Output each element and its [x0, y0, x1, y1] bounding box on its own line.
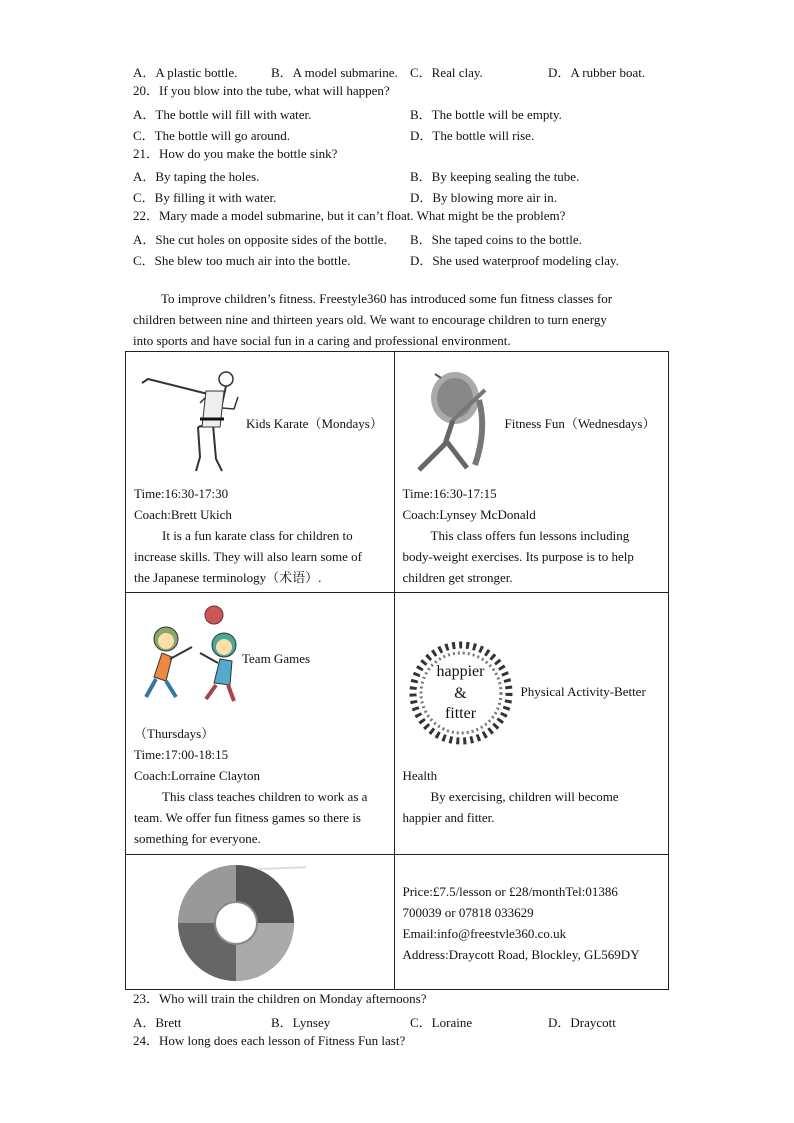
q19-option-c: C．Real clay.: [410, 65, 483, 80]
contact-phone: 700039 or 07818 033629: [402, 905, 534, 920]
fitness-coach: Coach:Lynsey McDonald: [402, 507, 536, 522]
contact-price-tel: Price:£7.5/lesson or £28/monthTel:01386: [402, 884, 618, 899]
q23-option-b: B．Lynsey: [271, 1015, 331, 1030]
team-coach: Coach:Lorraine Clayton: [134, 768, 260, 783]
team-time: Time:17:00-18:15: [134, 747, 229, 762]
q23-option-c: C．Loraine: [410, 1015, 473, 1030]
karate-desc-1: It is a fun karate class for children to: [162, 528, 353, 543]
activity-title-cont: Health: [402, 768, 438, 783]
q23-stem: 23．Who will train the children on Monday afternoons?: [133, 991, 427, 1006]
logo-cell: [126, 855, 395, 990]
team-title: Team Games: [242, 651, 311, 666]
q20-option-a: A．The bottle will fill with water.: [133, 107, 312, 122]
yoga-pose-icon: [405, 370, 500, 475]
q22-option-a: A．She cut holes on opposite sides of the bottle.: [133, 232, 387, 247]
freestyle360-swirl-logo: [166, 861, 306, 985]
karate-kick-icon: [138, 367, 243, 477]
logo-ampersand: &: [454, 685, 467, 702]
fitness-cell: [394, 352, 669, 593]
class-table: [125, 351, 669, 990]
q24-stem: 24．How long does each lesson of Fitness Fun last?: [133, 1033, 406, 1048]
q23-option-a: A．Brett: [133, 1015, 182, 1030]
logo-word-happier: happier: [436, 663, 485, 680]
q19-option-b: B．A model submarine.: [271, 65, 398, 80]
intro-line-1: To improve children’s fitness. Freestyle360 has introduced some fun fitness classes for: [161, 291, 613, 306]
q21-option-d: D．By blowing more air in.: [410, 190, 557, 205]
team-desc-3: something for everyone.: [134, 831, 261, 846]
fitness-time: Time:16:30-17:15: [402, 486, 497, 501]
activity-desc-2: happier and fitter.: [402, 810, 495, 825]
q21-option-b: B．By keeping sealing the tube.: [410, 169, 580, 184]
activity-desc-1: By exercising, children will become: [430, 789, 619, 804]
karate-desc-2: increase skills. They will also learn some of: [134, 549, 362, 564]
karate-title: Kids Karate（Mondays）: [246, 416, 383, 431]
q20-option-c: C．The bottle will go around.: [133, 128, 291, 143]
karate-time: Time:16:30-17:30: [134, 486, 229, 501]
intro-line-3: into sports and have social fun in a caring and professional environment.: [133, 333, 511, 348]
team-cell: [126, 593, 395, 855]
q20-option-d: D．The bottle will rise.: [410, 128, 535, 143]
activity-title: Physical Activity-Better: [520, 684, 646, 699]
q19-option-d: D．A rubber boat.: [548, 65, 646, 80]
q22-option-c: C．She blew too much air into the bottle.: [133, 253, 351, 268]
fitness-desc-2: body-weight exercises. Its purpose is to help: [402, 549, 634, 564]
contact-email: Email:info@freestvle360.co.uk: [402, 926, 567, 941]
fitness-title: Fitness Fun（Wednesdays）: [504, 416, 656, 431]
q22-option-d: D．She used waterproof modeling clay.: [410, 253, 619, 268]
fitness-desc-1: This class offers fun lessons including: [430, 528, 630, 543]
kids-playing-ball-icon: [136, 605, 246, 703]
happier-fitter-logo: [405, 629, 517, 757]
activity-cell: [394, 593, 669, 855]
fitness-desc-3: children get stronger.: [402, 570, 513, 585]
q22-option-b: B．She taped coins to the bottle.: [410, 232, 582, 247]
contact-address: Address:Draycott Road, Blockley, GL569DY: [402, 947, 640, 962]
q21-option-a: A．By taping the holes.: [133, 169, 260, 184]
q19-option-a: A．A plastic bottle.: [133, 65, 238, 80]
team-title-days: （Thursdays）: [134, 726, 215, 741]
logo-word-fitter: fitter: [444, 705, 477, 722]
q20-option-b: B．The bottle will be empty.: [410, 107, 562, 122]
q22-stem: 22．Mary made a model submarine, but it can’t float. What might be the problem?: [133, 208, 566, 223]
contact-cell: [394, 855, 669, 990]
q21-option-c: C．By filling it with water.: [133, 190, 277, 205]
team-desc-2: team. We offer fun fitness games so there is: [134, 810, 361, 825]
intro-line-2: children between nine and thirteen years old. We want to encourage children to turn energy: [133, 312, 607, 327]
q21-stem: 21．How do you make the bottle sink?: [133, 146, 338, 161]
team-desc-1: This class teaches children to work as a: [162, 789, 368, 804]
q20-stem: 20．If you blow into the tube, what will happen?: [133, 83, 390, 98]
karate-coach: Coach:Brett Ukich: [134, 507, 232, 522]
q23-option-d: D．Draycott: [548, 1015, 616, 1030]
karate-cell: [126, 352, 395, 593]
karate-desc-3: the Japanese terminology（术语）.: [134, 570, 322, 585]
